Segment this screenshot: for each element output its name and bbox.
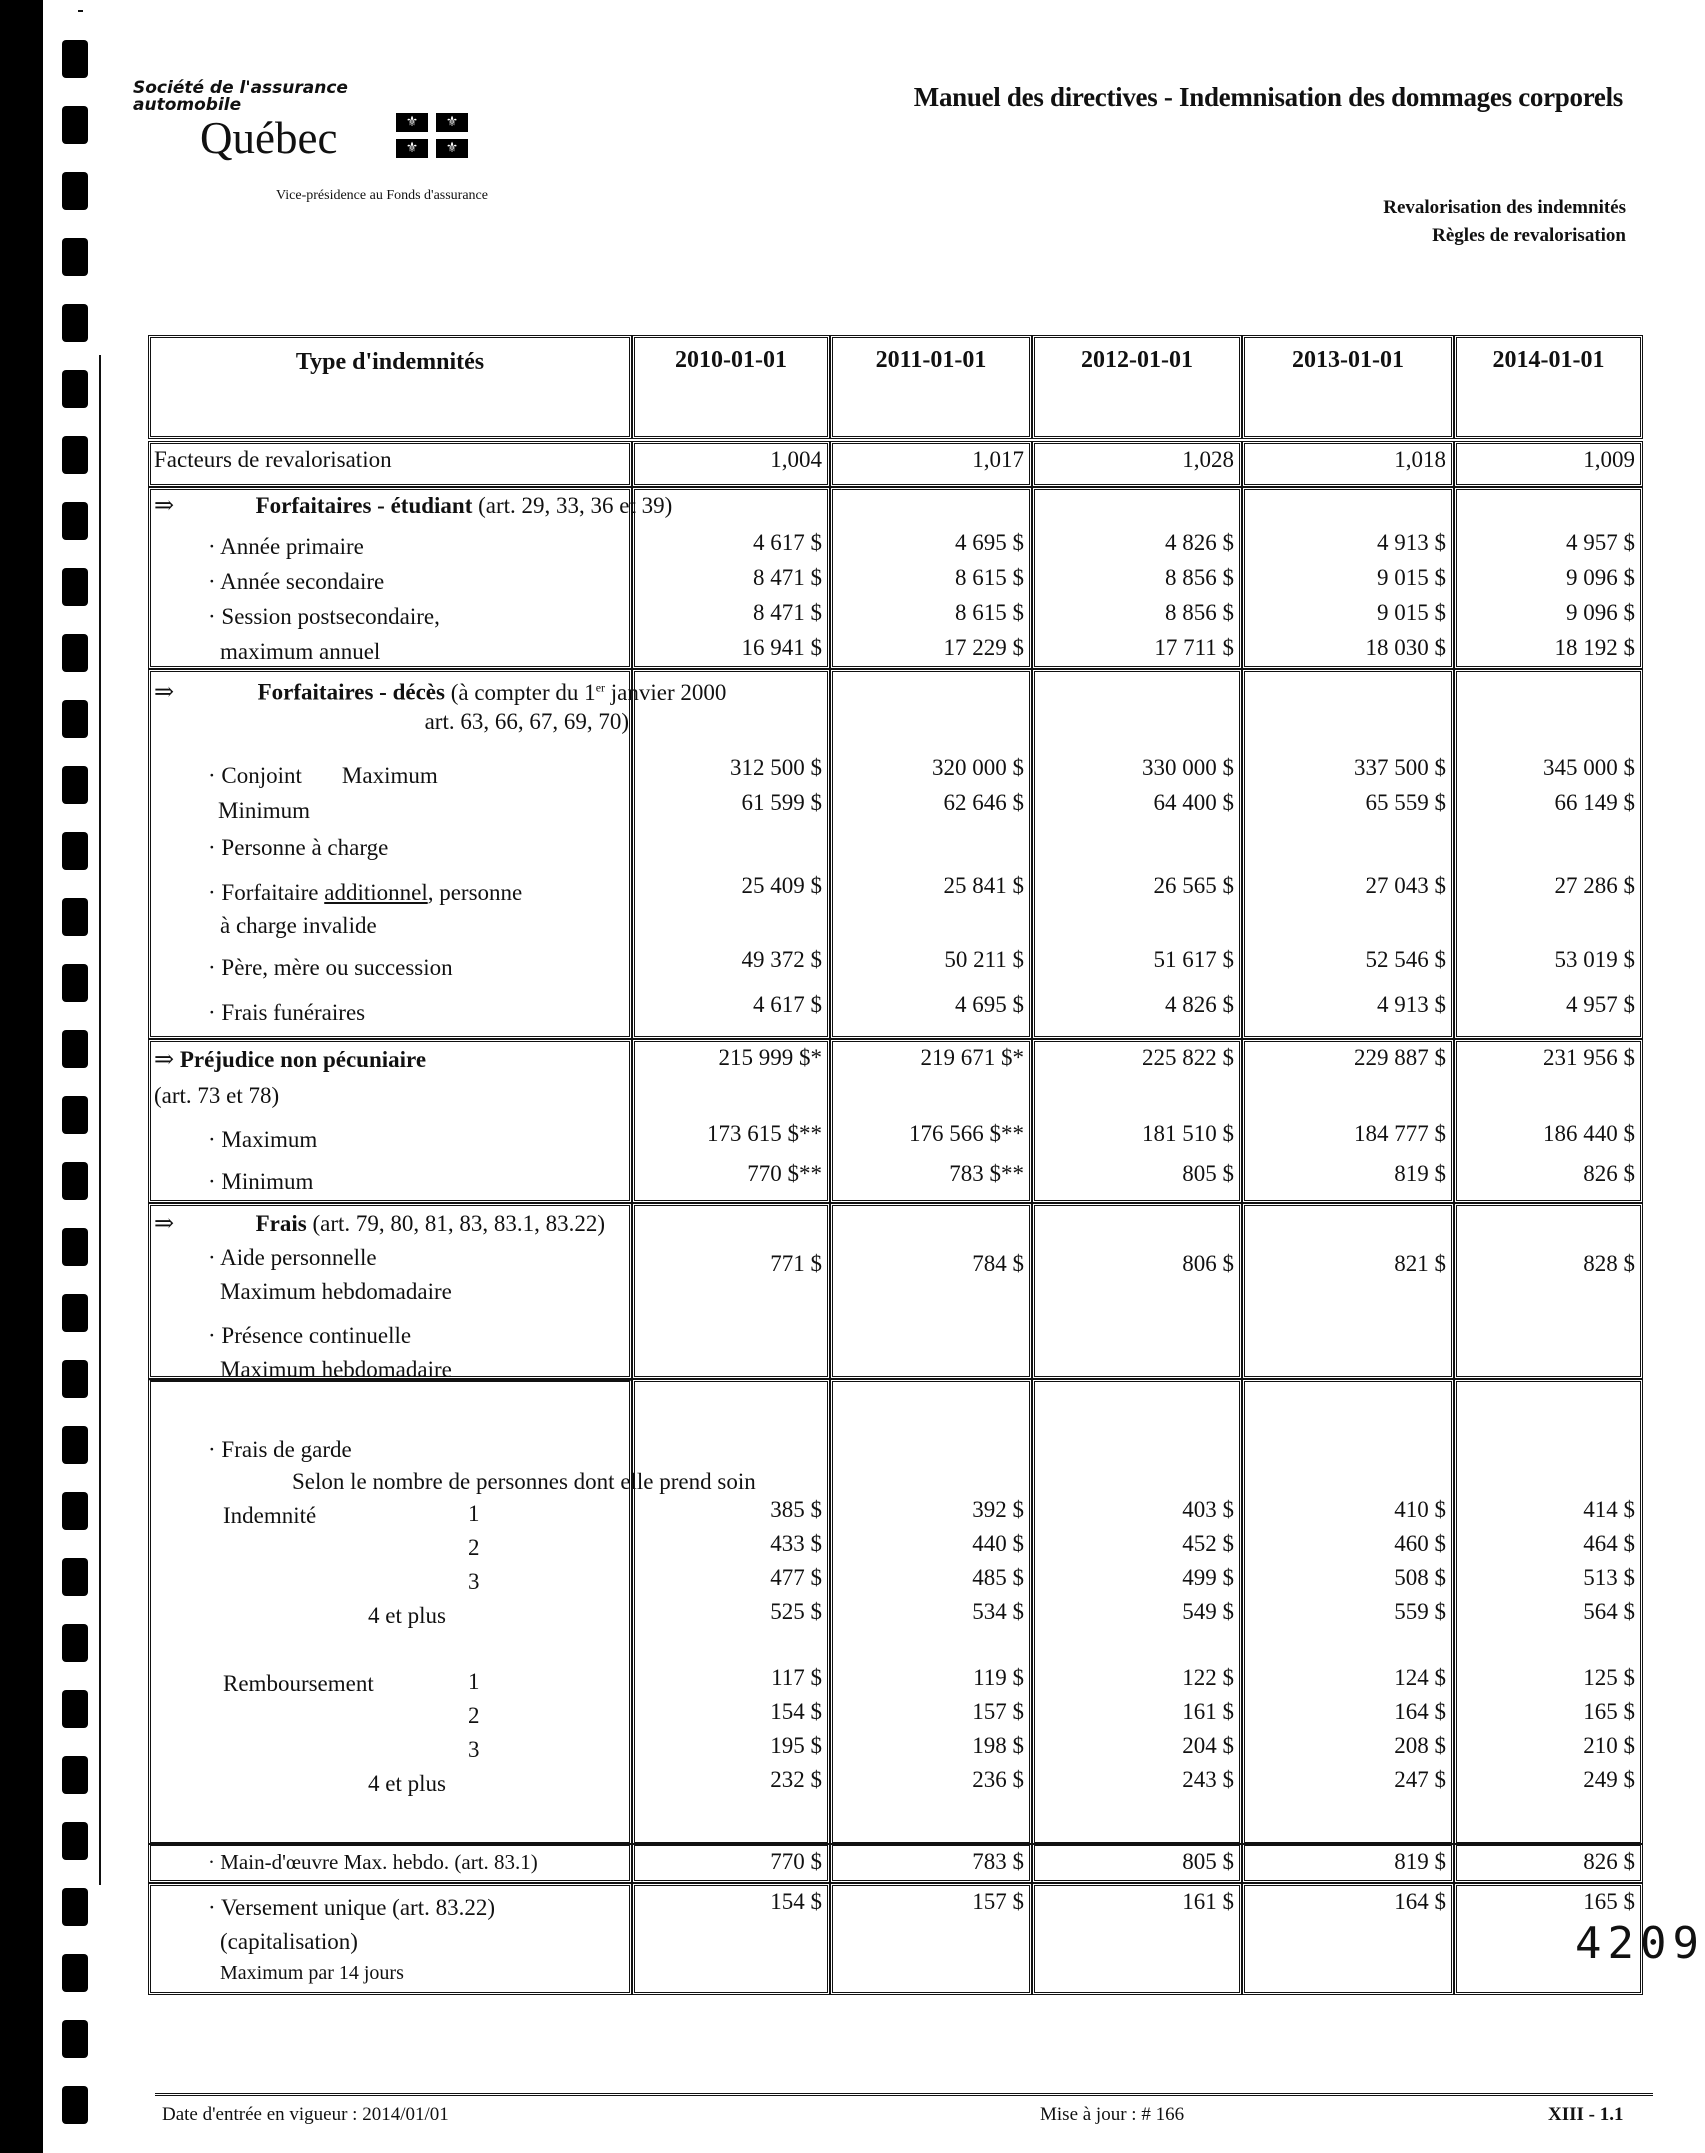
conjoint-max-value: 337 500 $: [1354, 755, 1446, 780]
forfaitaire-value: 27 286 $: [1554, 873, 1635, 898]
indemnite-value: 392 $: [972, 1497, 1024, 1522]
footer-update: Mise à jour : # 166: [1040, 2104, 1185, 2125]
etudiant-value: 9 015 $: [1377, 565, 1446, 590]
remboursement-value: 236 $: [972, 1767, 1024, 1792]
indemnite-value: 525 $: [770, 1599, 822, 1624]
vice-presidence: Vice-présidence au Fonds d'assurance: [276, 188, 488, 203]
remboursement-value: 232 $: [770, 1767, 822, 1792]
versement-label: · Versement unique (art. 83.22): [208, 1895, 495, 1920]
conjoint-max-value: 320 000 $: [932, 755, 1024, 780]
indemnite-value: 549 $: [1182, 1599, 1234, 1624]
pere-value: 50 211 $: [944, 947, 1024, 972]
indemnite-value: 440 $: [972, 1531, 1024, 1556]
punch-hole: [62, 832, 88, 870]
etudiant-row-label: maximum annuel: [220, 639, 381, 664]
aide-value: 806 $: [1182, 1251, 1234, 1276]
fleur-de-lis-icon: ⚜: [396, 139, 428, 158]
etudiant-value: 4 913 $: [1377, 530, 1446, 555]
remboursement-value: 204 $: [1182, 1733, 1234, 1758]
remboursement-count: 2: [468, 1703, 480, 1728]
prejudice-max-value: 173 615 $**: [707, 1121, 822, 1146]
indemnite-value: 460 $: [1394, 1531, 1446, 1556]
punch-hole: [62, 568, 88, 606]
etudiant-row-label: · Année primaire: [208, 534, 364, 559]
facteur-value: 1,009: [1583, 447, 1635, 472]
etudiant-value: 9 096 $: [1566, 565, 1635, 590]
deces-articles: art. 63, 66, 67, 69, 70): [424, 709, 629, 734]
indemnite-value: 499 $: [1182, 1565, 1234, 1590]
frais-title: Frais: [255, 1211, 307, 1236]
fleur-de-lis-icon: ⚜: [436, 113, 468, 132]
frais-cell: [1242, 1203, 1454, 1379]
stamp-number: 4209: [1575, 1918, 1705, 1969]
remboursement-count: 1: [468, 1669, 480, 1694]
date-header: 2011-01-01: [875, 347, 987, 373]
date-header: 2014-01-01: [1492, 347, 1605, 373]
punch-hole: [62, 1030, 88, 1068]
punch-hole: [62, 238, 88, 276]
punch-hole: [62, 1492, 88, 1530]
indemnite-count: 3: [468, 1569, 480, 1594]
versement-label-2: (capitalisation): [220, 1929, 358, 1954]
punch-hole: [62, 1888, 88, 1926]
main-oeuvre-value: 805 $: [1182, 1849, 1234, 1874]
funeraires-value: 4 826 $: [1165, 992, 1234, 1017]
quebec-flag-icon: [396, 113, 470, 159]
remboursement-value: 124 $: [1394, 1665, 1446, 1690]
indemnite-label: Indemnité: [223, 1503, 317, 1528]
deces-cell: [1454, 669, 1643, 1039]
etudiant-row-label: · Année secondaire: [208, 569, 385, 594]
aide-label: · Aide personnelle: [208, 1245, 377, 1270]
logo-org-line1: Société de l'assurance: [133, 78, 348, 98]
fleur-de-lis-icon: ⚜: [396, 113, 428, 132]
punch-hole: [62, 1954, 88, 1992]
conjoint-min-value: 66 149 $: [1554, 790, 1635, 815]
pere-value: 49 372 $: [741, 947, 822, 972]
etudiant-value: 8 615 $: [955, 565, 1024, 590]
etudiant-value: 18 030 $: [1365, 635, 1446, 660]
punch-hole: [62, 1690, 88, 1728]
prejudice-max-label: · Maximum: [208, 1127, 318, 1152]
versement-value: 161 $: [1182, 1889, 1234, 1914]
indemnite-value: 403 $: [1182, 1497, 1234, 1522]
personne-charge-label: · Personne à charge: [208, 835, 389, 860]
prejudice-max-value: 184 777 $: [1354, 1121, 1446, 1146]
indemnite-value: 513 $: [1583, 1565, 1635, 1590]
aide-value: 828 $: [1583, 1251, 1635, 1276]
indemnite-value: 564 $: [1583, 1599, 1635, 1624]
deces-cell: [1032, 669, 1242, 1039]
punch-hole: [62, 502, 88, 540]
remboursement-value: 198 $: [972, 1733, 1024, 1758]
funeraires-value: 4 695 $: [955, 992, 1024, 1017]
arrow-icon: ⇒: [154, 1211, 175, 1237]
conjoint-min-label: Minimum: [218, 798, 311, 823]
remboursement-value: 117 $: [771, 1665, 822, 1690]
remboursement-value: 249 $: [1583, 1767, 1635, 1792]
etudiant-value: 8 615 $: [955, 600, 1024, 625]
etudiant-value: 9 015 $: [1377, 600, 1446, 625]
punch-hole: [62, 1294, 88, 1332]
section-title: Revalorisation des indemnités: [1383, 197, 1626, 218]
indemnities-table: [148, 335, 1643, 1995]
forfaitaire-value: 27 043 $: [1365, 873, 1446, 898]
versement-value: 165 $: [1583, 1889, 1635, 1914]
indemnite-value: 559 $: [1394, 1599, 1446, 1624]
frais-cell: [1032, 1203, 1242, 1379]
conjoint-min-value: 64 400 $: [1153, 790, 1234, 815]
prejudice-total-value: 231 956 $: [1543, 1045, 1635, 1070]
main-oeuvre-value: 819 $: [1394, 1849, 1446, 1874]
manual-title: Manuel des directives - Indemnisation des dommages corporels: [913, 82, 1623, 112]
remboursement-count: 3: [468, 1737, 480, 1762]
arrow-icon: ⇒: [154, 679, 175, 706]
remboursement-value: 165 $: [1583, 1699, 1635, 1724]
date-header: 2010-01-01: [675, 347, 787, 373]
etudiant-value: 8 471 $: [753, 600, 822, 625]
etudiant-value: 8 471 $: [753, 565, 822, 590]
facteurs-label: Facteurs de revalorisation: [154, 447, 392, 472]
frais-cell: [830, 1203, 1032, 1379]
punch-hole: [62, 700, 88, 738]
scan-mark: [78, 10, 83, 12]
remboursement-value: 157 $: [972, 1699, 1024, 1724]
funeraires-value: 4 957 $: [1566, 992, 1635, 1017]
frais-cell: [632, 1203, 830, 1379]
punch-hole: [62, 2020, 88, 2058]
type-header: Type d'indemnités: [295, 349, 485, 375]
indemnite-count: 2: [468, 1535, 480, 1560]
prejudice-min-value: 826 $: [1583, 1161, 1635, 1186]
indemnite-value: 452 $: [1182, 1531, 1234, 1556]
punch-hole: [62, 1228, 88, 1266]
facteur-value: 1,004: [770, 447, 822, 472]
conjoint-min-value: 62 646 $: [943, 790, 1024, 815]
footer-page-ref: XIII - 1.1: [1548, 2104, 1624, 2125]
etudiant-value: 16 941 $: [741, 635, 822, 660]
arrow-icon: ⇒: [154, 493, 175, 519]
forfaitaire-value: 25 841 $: [943, 873, 1024, 898]
punch-hole: [62, 1360, 88, 1398]
presence-label: · Présence continuelle: [208, 1323, 412, 1348]
pere-value: 52 546 $: [1365, 947, 1446, 972]
prejudice-total-value: 225 822 $: [1142, 1045, 1234, 1070]
prejudice-min-label: · Minimum: [208, 1169, 314, 1194]
punch-hole: [62, 1426, 88, 1464]
etudiant-value: 18 192 $: [1554, 635, 1635, 660]
margin-line: [99, 355, 101, 1885]
binder-strip: [0, 0, 43, 2153]
funeraires-label: · Frais funéraires: [208, 1000, 366, 1025]
indemnite-value: 477 $: [770, 1565, 822, 1590]
main-oeuvre-value: 770 $: [770, 1849, 822, 1874]
aide-value: 771 $: [770, 1251, 822, 1276]
conjoint-max-value: 312 500 $: [730, 755, 822, 780]
funeraires-value: 4 617 $: [753, 992, 822, 1017]
frais-cell: [1454, 1203, 1643, 1379]
indemnite-value: 464 $: [1583, 1531, 1635, 1556]
punch-hole: [62, 2086, 88, 2124]
remboursement-value: 247 $: [1394, 1767, 1446, 1792]
prejudice-min-value: 783 $**: [949, 1161, 1024, 1186]
presence-label-2: Maximum hebdomadaire: [220, 1357, 452, 1382]
conjoint-max-value: 330 000 $: [1142, 755, 1234, 780]
etudiant-value: 8 856 $: [1165, 600, 1234, 625]
punch-hole: [62, 634, 88, 672]
conjoint-min-value: 61 599 $: [741, 790, 822, 815]
remboursement-value: 125 $: [1583, 1665, 1635, 1690]
versement-value: 164 $: [1394, 1889, 1446, 1914]
punch-hole: [62, 1558, 88, 1596]
remboursement-value: 119 $: [973, 1665, 1024, 1690]
funeraires-value: 4 913 $: [1377, 992, 1446, 1017]
indemnite-value: 385 $: [770, 1497, 822, 1522]
footer-date: Date d'entrée en vigueur : 2014/01/01: [162, 2104, 449, 2125]
prejudice-total-value: 229 887 $: [1354, 1045, 1446, 1070]
prejudice-max-value: 176 566 $**: [909, 1121, 1024, 1146]
frais-heading: [154, 1211, 605, 1237]
prejudice-min-value: 819 $: [1394, 1161, 1446, 1186]
prejudice-total-value: 219 671 $*: [920, 1045, 1024, 1070]
deces-note: (à compter du 1er janvier 2000: [450, 679, 727, 705]
prejudice-heading: [154, 1047, 426, 1073]
indemnite-value: 410 $: [1394, 1497, 1446, 1522]
punch-hole: [62, 40, 88, 78]
date-header: 2013-01-01: [1292, 347, 1404, 373]
punch-hole: [62, 898, 88, 936]
punch-hole: [62, 1822, 88, 1860]
etudiant-row-label: · Session postsecondaire,: [208, 604, 440, 629]
etudiant-heading: [154, 493, 672, 519]
aide-label-2: Maximum hebdomadaire: [220, 1279, 452, 1304]
remboursement-label: Remboursement: [223, 1671, 374, 1696]
main-oeuvre-label: · Main-d'œuvre Max. hebdo. (art. 83.1): [208, 1850, 538, 1874]
logo-org-line2: automobile: [133, 95, 242, 115]
remboursement-value: 210 $: [1583, 1733, 1635, 1758]
forfaitaire-label: · Forfaitaire additionnel, personne: [208, 880, 523, 905]
prejudice-max-value: 186 440 $: [1543, 1121, 1635, 1146]
main-oeuvre-value: 826 $: [1583, 1849, 1635, 1874]
deces-cell: [830, 669, 1032, 1039]
facteur-value: 1,017: [972, 447, 1024, 472]
remboursement-value: 164 $: [1394, 1699, 1446, 1724]
versement-label-3: Maximum par 14 jours: [220, 1962, 404, 1984]
etudiant-value: 8 856 $: [1165, 565, 1234, 590]
frais-articles: (art. 79, 80, 81, 83, 83.1, 83.22): [312, 1211, 606, 1236]
remboursement-value: 208 $: [1394, 1733, 1446, 1758]
versement-value: 154 $: [770, 1889, 822, 1914]
prejudice-min-value: 805 $: [1182, 1161, 1234, 1186]
prejudice-min-value: 770 $**: [747, 1161, 822, 1186]
facteur-value: 1,018: [1394, 447, 1446, 472]
indemnite-value: 534 $: [972, 1599, 1024, 1624]
punch-hole: [62, 766, 88, 804]
deces-cell: [632, 669, 830, 1039]
forfaitaire-label-2: à charge invalide: [220, 913, 377, 938]
garde-label: · Frais de garde: [208, 1437, 352, 1462]
arrow-icon: ⇒: [154, 1047, 175, 1073]
etudiant-value: 17 711 $: [1154, 635, 1234, 660]
facteur-value: 1,028: [1182, 447, 1234, 472]
pere-value: 53 019 $: [1554, 947, 1635, 972]
punch-hole: [62, 304, 88, 342]
remboursement-value: 243 $: [1182, 1767, 1234, 1792]
deces-title: Forfaitaires - décès: [257, 679, 445, 705]
forfaitaire-value: 25 409 $: [741, 873, 822, 898]
pere-label: · Père, mère ou succession: [208, 955, 453, 980]
indemnite-value: 414 $: [1583, 1497, 1635, 1522]
remboursement-value: 161 $: [1182, 1699, 1234, 1724]
remboursement-value: 154 $: [770, 1699, 822, 1724]
pere-value: 51 617 $: [1153, 947, 1234, 972]
deces-cell: [1242, 669, 1454, 1039]
remboursement-count: 4 et plus: [368, 1771, 446, 1796]
etudiant-articles: (art. 29, 33, 36 et 39): [478, 493, 673, 518]
etudiant-value: 4 695 $: [955, 530, 1024, 555]
etudiant-value: 4 957 $: [1566, 530, 1635, 555]
versement-value: 157 $: [972, 1889, 1024, 1914]
aide-value: 784 $: [972, 1251, 1024, 1276]
garde-sublabel: Selon le nombre de personnes dont elle prend soin: [292, 1469, 756, 1494]
punch-hole: [62, 172, 88, 210]
etudiant-title: Forfaitaires - étudiant: [255, 493, 473, 518]
indemnite-count: 4 et plus: [368, 1603, 446, 1628]
fleur-de-lis-icon: ⚜: [436, 139, 468, 158]
punch-hole: [62, 106, 88, 144]
punch-hole: [62, 964, 88, 1002]
conjoint-min-value: 65 559 $: [1365, 790, 1446, 815]
indemnite-value: 433 $: [770, 1531, 822, 1556]
etudiant-value: 9 096 $: [1566, 600, 1635, 625]
aide-value: 821 $: [1394, 1251, 1446, 1276]
punch-hole: [62, 1756, 88, 1794]
punch-hole: [62, 1162, 88, 1200]
logo-quebec: Québec: [200, 113, 338, 163]
etudiant-value: 4 617 $: [753, 530, 822, 555]
forfaitaire-value: 26 565 $: [1153, 873, 1234, 898]
punch-hole: [62, 1624, 88, 1662]
prejudice-total-value: 215 999 $*: [718, 1045, 822, 1070]
logo-org-name: [133, 80, 348, 114]
indemnite-value: 485 $: [972, 1565, 1024, 1590]
punch-hole: [62, 370, 88, 408]
etudiant-value: 17 229 $: [943, 635, 1024, 660]
prejudice-title: Préjudice non pécuniaire: [179, 1047, 427, 1072]
etudiant-value: 4 826 $: [1165, 530, 1234, 555]
footer-rule: [155, 2093, 1653, 2096]
subsection-title: Règles de revalorisation: [1432, 225, 1626, 246]
date-header: 2012-01-01: [1081, 347, 1193, 373]
main-oeuvre-value: 783 $: [972, 1849, 1024, 1874]
prejudice-max-value: 181 510 $: [1142, 1121, 1234, 1146]
punch-hole: [62, 436, 88, 474]
indemnite-count: 1: [468, 1501, 480, 1526]
remboursement-value: 122 $: [1182, 1665, 1234, 1690]
remboursement-value: 195 $: [770, 1733, 822, 1758]
conjoint-max-value: 345 000 $: [1543, 755, 1635, 780]
indemnite-value: 508 $: [1394, 1565, 1446, 1590]
conjoint-label: · Conjoint Maximum: [208, 763, 438, 788]
prejudice-articles: (art. 73 et 78): [154, 1083, 280, 1108]
punch-hole: [62, 1096, 88, 1134]
